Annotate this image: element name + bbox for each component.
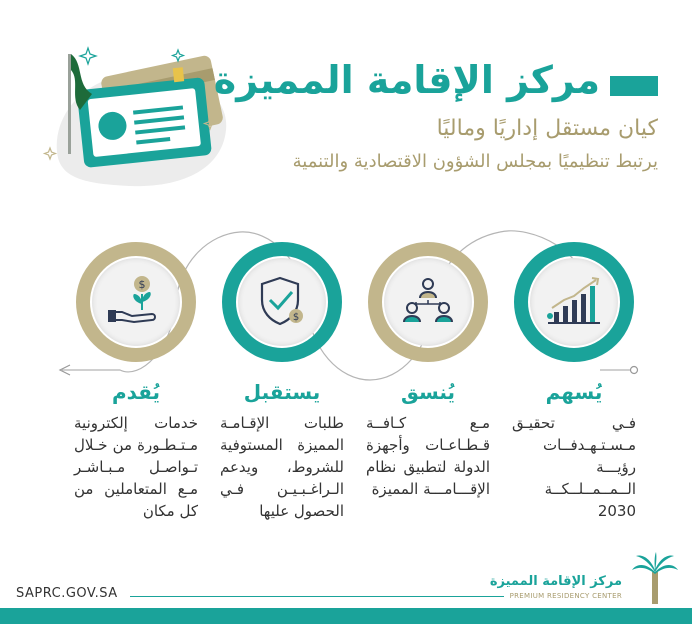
premium-card-illustration [40,40,240,190]
website-url[interactable]: SAPRC.GOV.SA [16,586,118,601]
shield-check-icon [250,272,314,332]
svg-text:$: $ [138,278,146,291]
circle-receive [222,242,342,362]
circle-coordinate [368,242,488,362]
column-body-contribute: فـي تحقيـق مـسـتـهـدفــات رؤيـــة الــمــمــلــكــة 2030 [512,414,636,520]
footer-divider [130,596,504,597]
column-body-receive: طلبات الإقـامـة المميزة المستوفية للشروط، ويدعم الـراغـبـيـن فـي الحصول عليها [220,414,344,520]
column-title-receive: يستقبل [243,380,321,404]
column-title-contribute: يُسهم [545,380,603,404]
column-title-coordinate: يُنسق [400,380,456,404]
column-title-provide: يُقدم [111,380,161,404]
title-accent-bar [610,76,658,96]
palm-logo-icon [630,552,680,606]
column-body-coordinate: مـع كـافــة قـطـاعـات وأجهزة الدولة لتطبيق نظام الإقـــامـــة المميزة [366,414,490,498]
svg-text:$: $ [292,312,300,323]
footer-band [0,608,692,624]
logo-name-arabic: مركز الإقامة المميزة [489,574,622,589]
logo-name-english: PREMIUM RESIDENCY CENTER [509,592,622,600]
growth-chart-icon [542,272,606,332]
circle-contribute [514,242,634,362]
column-body-provide: خدمات إلكترونية مـتـطـورة من خـلال تـواصـل مـبـاشـر مـع المتعاملين من كل مكان [74,414,198,520]
circle-provide [76,242,196,362]
subtitle-primary: كيان مستقل إداريًا وماليًا [436,116,658,141]
team-network-icon [396,272,460,332]
money-plant-icon [104,272,168,332]
subtitle-secondary: يرتبط تنظيميًا بمجلس الشؤون الاقتصادية والتنمية [292,151,658,172]
page-title: مركز الإقامة المميزة [213,58,600,102]
